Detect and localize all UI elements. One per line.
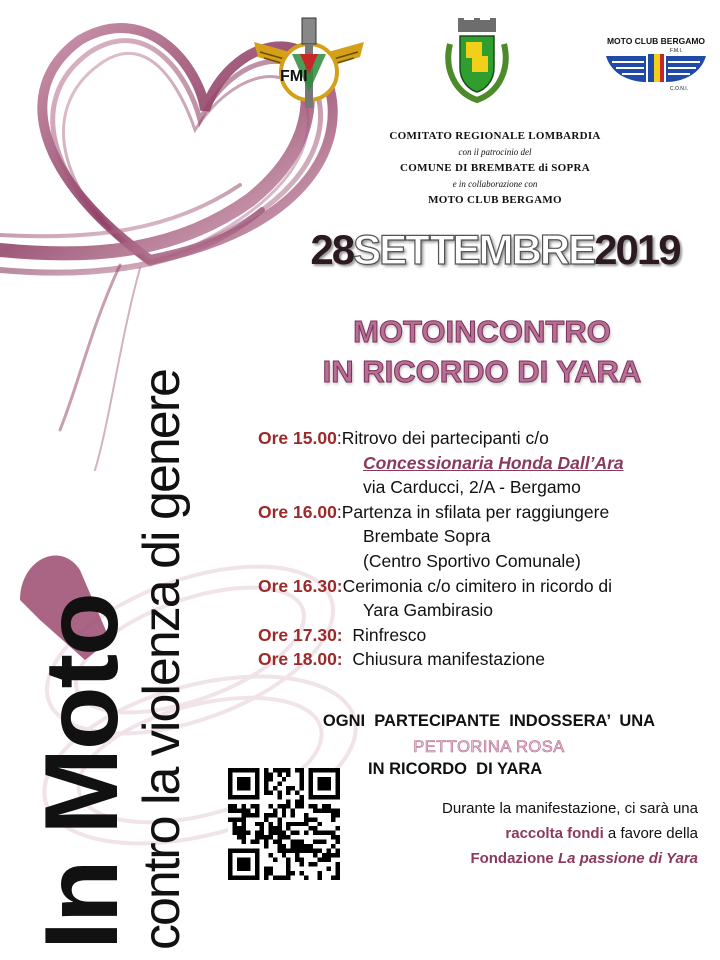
municipality-line: COMUNE DI BREMBATE di SOPRA [399, 162, 591, 174]
schedule-time: Ore 16.30: [258, 575, 343, 596]
schedule-time: Ore 18.00: [258, 649, 343, 670]
fund-highlight: raccolta fondi [505, 825, 604, 842]
side-title [24, 370, 191, 950]
committee-line: COMITATO REGIONALE LOMBARDIA [389, 130, 601, 142]
moto-club-bergamo-logo [600, 36, 712, 96]
notice-line1: OGNI PARTECIPANTE INDOSSERA’ UNA [322, 712, 656, 730]
notice-line3: IN RICORDO DI YARA [368, 760, 543, 778]
club-line: MOTO CLUB BERGAMO [428, 194, 562, 206]
collaboration-line: e in collaborazione con [452, 179, 538, 189]
schedule-row [258, 574, 718, 599]
foundation-label: Fondazione [470, 850, 554, 867]
schedule-extra: Brembate Sopra [363, 526, 491, 547]
schedule-text: Partenza in sfilata per raggiungere [341, 501, 610, 522]
schedule-row [258, 426, 718, 451]
coni-small-label: C.O.N.I. [670, 86, 689, 92]
notice-pink-bib: PETTORINA ROSA [413, 738, 565, 756]
schedule-extra: Yara Gambirasio [363, 600, 494, 621]
participant-notice [258, 708, 720, 760]
schedule-time: Ore 15.00 [258, 428, 337, 448]
schedule-row [258, 623, 718, 648]
schedule-time: Ore 17.30: [258, 624, 343, 645]
event-title-line2: IN RICORDO DI YARA [322, 354, 642, 389]
side-title-main: In Moto [24, 594, 140, 950]
fmi-logo [250, 12, 368, 112]
schedule-time: Ore 16.00 [258, 501, 337, 522]
schedule-row [258, 647, 718, 672]
organizers-block [325, 128, 665, 208]
schedule-colon: : [336, 428, 342, 448]
schedule-text: Rinfresco [342, 624, 427, 645]
side-title-sub: contro la violenza di genere [133, 370, 191, 950]
schedule-text: Chiusura manifestazione [342, 649, 545, 670]
schedule-address: via Carducci, 2/A - Bergamo [363, 477, 581, 498]
event-title-line1: MOTOINCONTRO [353, 314, 611, 349]
schedule-extra: (Centro Sportivo Comunale) [363, 550, 581, 571]
date-year: 2019 [594, 226, 680, 273]
schedule-text: Ritrovo dei partecipanti c/o [341, 428, 549, 448]
moto-club-logo-label: MOTO CLUB BERGAMO [606, 36, 706, 46]
schedule-colon: : [336, 501, 342, 522]
foundation-name: La passione di Yara [557, 850, 698, 867]
fund-line1: Durante la manifestazione, ci sarà una [442, 800, 698, 817]
brembate-coat-of-arms [444, 18, 510, 104]
qr-code[interactable] [228, 768, 340, 880]
fmi-logo-text: FMI [280, 68, 308, 85]
date-month: SETTEMBRE [353, 226, 595, 273]
dealer-link[interactable]: Concessionaria Honda Dall’Ara [363, 452, 624, 473]
date-day: 28 [310, 226, 354, 273]
event-title [262, 312, 702, 392]
schedule [258, 426, 718, 672]
schedule-text: Cerimonia c/o cimitero in ricordo di [342, 575, 613, 596]
schedule-row [258, 500, 718, 525]
fundraiser-block [352, 796, 698, 871]
fund-mid: a favore della [603, 825, 698, 842]
fmi-small-label: F.M.I. [670, 48, 683, 54]
patronage-line: con il patrocinio del [458, 147, 532, 157]
event-date [280, 226, 710, 274]
